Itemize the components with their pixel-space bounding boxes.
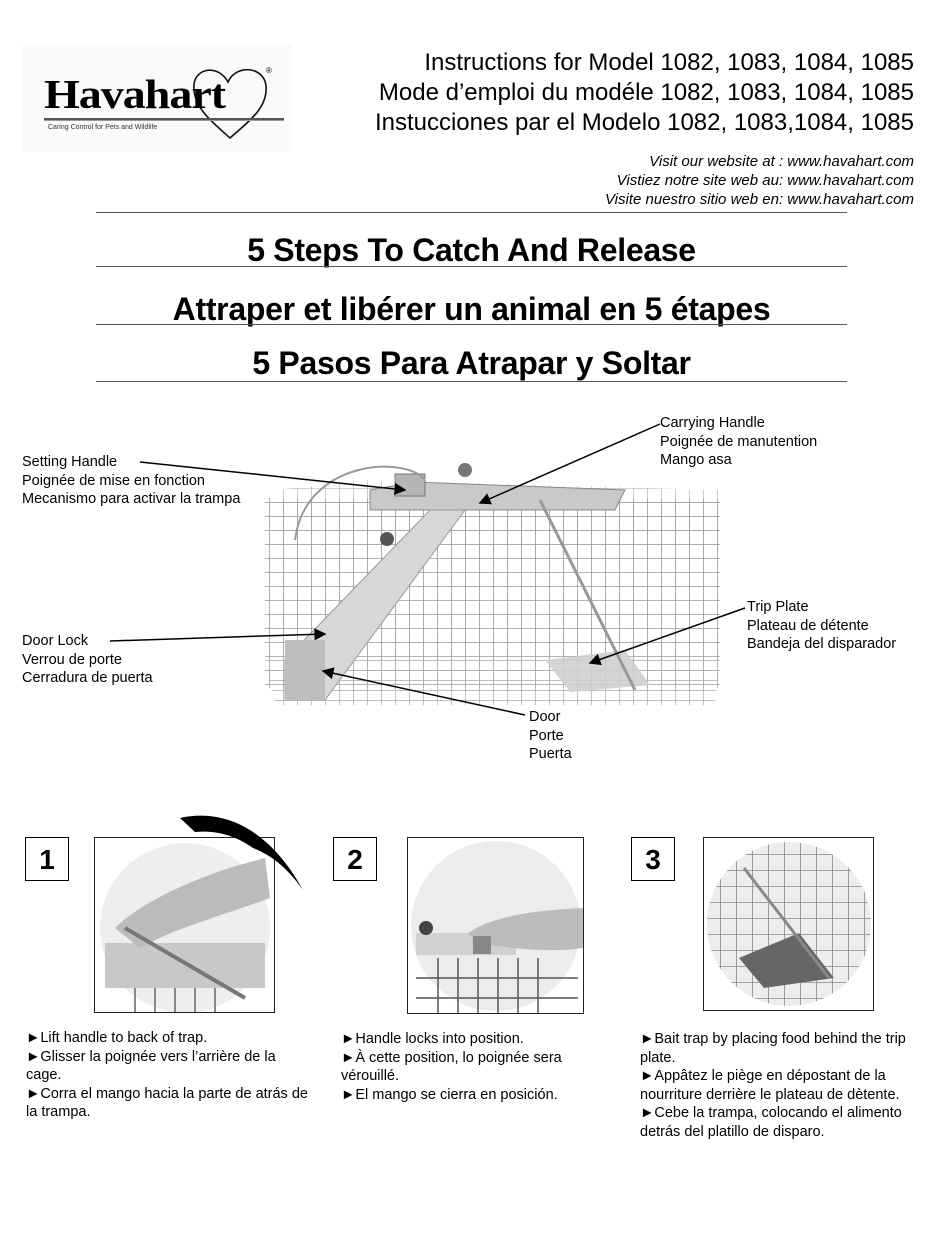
title-fr: Attraper et libérer un animal en 5 étapes [172, 291, 771, 327]
callout-door: Door Porte Puerta [529, 709, 572, 762]
step-3-line-es: ►Cebe la trampa, colocando el alimento detrás del platillo de disparo. [640, 1105, 902, 1140]
callout-carrying-handle: Carrying Handle Poignée de manutention Mango asa [660, 415, 818, 468]
rotate-arrow-icon [175, 810, 305, 895]
step-3-image [703, 837, 874, 1011]
registered-mark: ® [266, 66, 272, 75]
step-3-number: 3 [631, 837, 675, 881]
step-2-image [407, 837, 584, 1014]
model-line-fr: Mode d’emploi du modéle 1082, 1083, 1084, 1085 [378, 79, 914, 106]
step-1-line-fr: ►Glisser la poignée vers l’arrière de la cage. [26, 1048, 276, 1083]
callout-setting-handle: Setting Handle Poignée de mise en fonction Mecanismo para activar la trampa [22, 454, 241, 507]
step-2-line-es: ►El mango se cierra en posición. [341, 1086, 558, 1103]
brand-tagline: Caring Control for Pets and Wildlife [48, 124, 158, 131]
title-en: 5 Steps To Catch And Release [247, 232, 696, 268]
bullet-icon: ► [640, 1105, 655, 1121]
step-1-text [26, 1029, 311, 1122]
model-line-en: Instructions for Model 1082, 1083, 1084, 1085 [424, 49, 914, 76]
callout-door-lock: Door Lock Verrou de porte Cerradura de puerta [22, 633, 153, 686]
step-2-line-fr: ►À cette position, lo poignée sera vérouillé. [341, 1049, 562, 1084]
bullet-icon: ► [341, 1049, 356, 1066]
website-line-en[interactable]: Visit our website at : www.havahart.com [649, 153, 914, 170]
step-2-number: 2 [333, 837, 377, 881]
brand-name: Havahart [44, 71, 226, 118]
website-line-fr[interactable]: Vistiez notre site web au: www.havahart.com [616, 172, 914, 189]
step-1-line-es: ►Corra el mango hacia la parte de atrás de la trampa. [26, 1085, 308, 1120]
step-3-line-fr: ►Appâtez le piège en dépostant de la nourriture derrière le plateau de dètente. [640, 1068, 900, 1103]
step-2-text [341, 1030, 611, 1104]
bullet-icon: ► [640, 1031, 655, 1047]
bullet-icon: ► [26, 1030, 41, 1046]
bullet-icon: ► [26, 1085, 41, 1102]
website-line-es[interactable]: Visite nuestro sitio web en: www.havahart.com [604, 191, 914, 208]
bullet-icon: ► [640, 1068, 655, 1084]
step-1-number: 1 [25, 837, 69, 881]
bullet-icon: ► [26, 1048, 41, 1065]
step-3-line-en: ►Bait trap by placing food behind the trip plate. [640, 1031, 906, 1066]
step-3-text [640, 1030, 940, 1141]
bullet-icon: ► [341, 1031, 356, 1047]
bullet-icon: ► [341, 1086, 356, 1103]
callout-trip-plate: Trip Plate Plateau de détente Bandeja del disparador [747, 599, 897, 652]
step-2-line-en: ►Handle locks into position. [341, 1031, 524, 1047]
title-es: 5 Pasos Para Atrapar y Soltar [252, 345, 691, 381]
step-1-line-en: ►Lift handle to back of trap. [26, 1030, 208, 1046]
model-line-es: Instucciones par el Modelo 1082, 1083,1084, 1085 [374, 109, 914, 136]
